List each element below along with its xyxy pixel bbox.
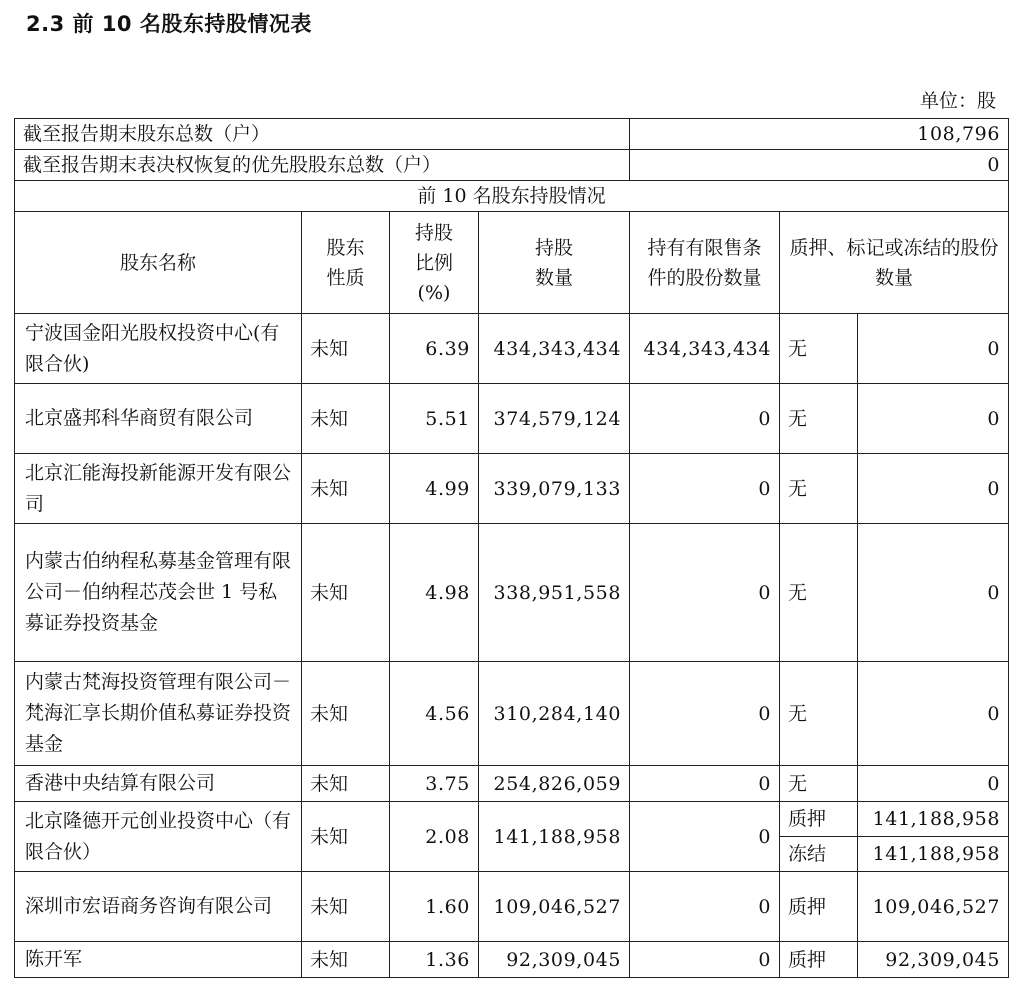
shareholder-name: 北京汇能海投新能源开发有限公司 [15, 454, 302, 524]
shareholder-name: 宁波国金阳光股权投资中心(有限合伙) [15, 314, 302, 384]
restricted-quantity: 0 [630, 384, 780, 454]
holding-ratio: 6.39 [390, 314, 479, 384]
holding-quantity: 374,579,124 [479, 384, 630, 454]
restricted-quantity: 0 [630, 942, 780, 978]
table-row [15, 524, 1009, 662]
restricted-quantity: 0 [630, 872, 780, 942]
summary-row [15, 119, 1009, 150]
holding-quantity: 434,343,434 [479, 314, 630, 384]
table-row [15, 314, 1009, 384]
holding-quantity: 338,951,558 [479, 524, 630, 662]
pledge-status: 无 [780, 662, 858, 766]
section-title: 2.3 前 10 名股东持股情况表 [26, 12, 312, 36]
restricted-quantity: 0 [630, 454, 780, 524]
table-row [15, 942, 1009, 978]
shareholder-name: 北京隆德开元创业投资中心（有限合伙） [15, 802, 302, 872]
holding-quantity: 339,079,133 [479, 454, 630, 524]
pledge-status: 无 [780, 766, 858, 802]
table-row [15, 872, 1009, 942]
pledge-status: 无 [780, 454, 858, 524]
shareholder-name: 北京盛邦科华商贸有限公司 [15, 384, 302, 454]
shareholder-nature: 未知 [302, 942, 390, 978]
restricted-quantity: 0 [630, 802, 780, 872]
shareholder-name: 内蒙古伯纳程私募基金管理有限公司－伯纳程芯茂会世 1 号私募证券投资基金 [15, 524, 302, 662]
holding-ratio: 4.56 [390, 662, 479, 766]
shareholder-nature: 未知 [302, 766, 390, 802]
shareholder-name: 深圳市宏语商务咨询有限公司 [15, 872, 302, 942]
shareholder-name: 香港中央结算有限公司 [15, 766, 302, 802]
pledge-status: 质押 [780, 942, 858, 978]
holding-ratio: 4.99 [390, 454, 479, 524]
holding-quantity: 109,046,527 [479, 872, 630, 942]
shareholder-nature: 未知 [302, 524, 390, 662]
table-section-title: 前 10 名股东持股情况 [15, 181, 1009, 212]
holding-ratio: 1.36 [390, 942, 479, 978]
freeze-amount: 141,188,958 [858, 837, 1009, 872]
shareholder-name: 内蒙古梵海投资管理有限公司－梵海汇享长期价值私募证券投资基金 [15, 662, 302, 766]
restricted-quantity: 0 [630, 662, 780, 766]
header-nature: 股东性质 [302, 212, 390, 314]
summary-value: 108,796 [630, 119, 1009, 150]
pledge-amount: 0 [858, 524, 1009, 662]
shareholder-nature: 未知 [302, 384, 390, 454]
holding-quantity: 254,826,059 [479, 766, 630, 802]
pledge-amount: 0 [858, 384, 1009, 454]
summary-label: 截至报告期末表决权恢复的优先股股东总数（户） [15, 150, 630, 181]
shareholder-nature: 未知 [302, 662, 390, 766]
table-row [15, 766, 1009, 802]
pledge-status: 质押 [780, 802, 858, 837]
holding-ratio: 1.60 [390, 872, 479, 942]
shareholder-name: 陈开军 [15, 942, 302, 978]
freeze-status: 冻结 [780, 837, 858, 872]
header-restricted: 持有有限售条件的股份数量 [630, 212, 780, 314]
pledge-amount: 0 [858, 662, 1009, 766]
header-quantity: 持股数量 [479, 212, 630, 314]
summary-label: 截至报告期末股东总数（户） [15, 119, 630, 150]
pledge-status: 无 [780, 384, 858, 454]
table-row [15, 802, 1009, 837]
holding-ratio: 2.08 [390, 802, 479, 872]
holding-quantity: 141,188,958 [479, 802, 630, 872]
pledge-amount: 109,046,527 [858, 872, 1009, 942]
pledge-amount: 0 [858, 454, 1009, 524]
summary-row [15, 150, 1009, 181]
unit-label: 单位：股 [919, 90, 996, 112]
table-row [15, 662, 1009, 766]
pledge-amount: 0 [858, 766, 1009, 802]
restricted-quantity: 0 [630, 766, 780, 802]
table-row [15, 384, 1009, 454]
header-pledge: 质押、标记或冻结的股份数量 [780, 212, 1009, 314]
shareholder-nature: 未知 [302, 802, 390, 872]
summary-value: 0 [630, 150, 1009, 181]
header-ratio: 持股比例(%) [390, 212, 479, 314]
restricted-quantity: 434,343,434 [630, 314, 780, 384]
holding-ratio: 4.98 [390, 524, 479, 662]
pledge-status: 无 [780, 524, 858, 662]
holding-ratio: 3.75 [390, 766, 479, 802]
table-row [15, 454, 1009, 524]
header-row [15, 212, 1009, 314]
pledge-amount: 0 [858, 314, 1009, 384]
holding-quantity: 92,309,045 [479, 942, 630, 978]
shareholder-nature: 未知 [302, 454, 390, 524]
holding-ratio: 5.51 [390, 384, 479, 454]
holding-quantity: 310,284,140 [479, 662, 630, 766]
pledge-amount: 141,188,958 [858, 802, 1009, 837]
pledge-status: 无 [780, 314, 858, 384]
shareholder-nature: 未知 [302, 872, 390, 942]
shareholder-table [14, 118, 1009, 978]
table-section-row [15, 181, 1009, 212]
pledge-status: 质押 [780, 872, 858, 942]
pledge-amount: 92,309,045 [858, 942, 1009, 978]
shareholder-nature: 未知 [302, 314, 390, 384]
restricted-quantity: 0 [630, 524, 780, 662]
header-name: 股东名称 [15, 212, 302, 314]
